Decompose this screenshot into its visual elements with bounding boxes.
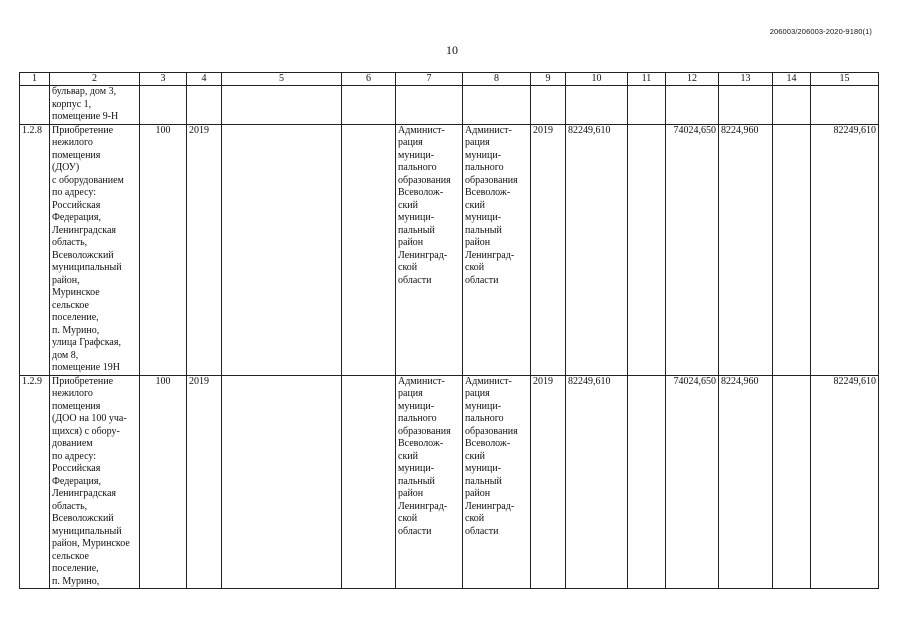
table-cell	[719, 86, 773, 125]
header-cell: 2	[50, 73, 140, 86]
table-cell	[342, 124, 396, 375]
table-cell	[222, 375, 342, 589]
table-cell: 74024,650	[666, 375, 719, 589]
header-cell: 14	[773, 73, 811, 86]
table-cell	[187, 86, 222, 125]
table-cell: 2019	[187, 375, 222, 589]
table-cell: 82249,610	[811, 375, 879, 589]
table-cell: 100	[140, 124, 187, 375]
table-cell: 100	[140, 375, 187, 589]
table-cell: 82249,610	[566, 375, 628, 589]
header-cell: 1	[20, 73, 50, 86]
table-cell: 1.2.9	[20, 375, 50, 589]
header-cell: 12	[666, 73, 719, 86]
page-number: 10	[446, 43, 458, 57]
table-cell	[222, 86, 342, 125]
table-cell	[773, 375, 811, 589]
header-cell: 11	[628, 73, 666, 86]
table-cell: 8224,960	[719, 375, 773, 589]
table-cell: Админист- рация муници- пального образования Всеволож- ский муници- пальный район Ленинград- ской области	[463, 124, 531, 375]
data-table	[19, 72, 879, 589]
header-cell: 4	[187, 73, 222, 86]
table-cell: 82249,610	[811, 124, 879, 375]
table-cell	[628, 124, 666, 375]
table-cell: 8224,960	[719, 124, 773, 375]
table-cell: 82249,610	[566, 124, 628, 375]
header-cell: 5	[222, 73, 342, 86]
header-cell: 6	[342, 73, 396, 86]
table-cell: бульвар, дом 3, корпус 1, помещение 9-Н	[50, 86, 140, 125]
header-cell: 13	[719, 73, 773, 86]
table-cell	[666, 86, 719, 125]
table-cell: 74024,650	[666, 124, 719, 375]
document-id: 206003/206003-2020-9180(1)	[769, 27, 872, 36]
table-cell	[628, 86, 666, 125]
header-row	[20, 73, 879, 86]
header-cell: 9	[531, 73, 566, 86]
table-cell	[773, 124, 811, 375]
table-cell	[628, 375, 666, 589]
table-cell: Админист- рация муници- пального образования Всеволож- ский муници- пальный район Ленинград- ской области	[396, 124, 463, 375]
table-row	[20, 375, 879, 589]
table-cell	[222, 124, 342, 375]
header-cell: 10	[566, 73, 628, 86]
table-cell	[396, 86, 463, 125]
table-cell: Приобретение нежилого помещения (ДОУ) с оборудованием по адресу: Российская Федерация, Ленинградская область, Всеволожский муниципальный район, Муринское сельское поселение, п. Мурино, улица Графская, дом 8, помещение 19Н	[50, 124, 140, 375]
header-cell: 7	[396, 73, 463, 86]
table-cell: 2019	[531, 375, 566, 589]
table-cell: Админист- рация муници- пального образования Всеволож- ский муници- пальный район Ленинград- ской области	[396, 375, 463, 589]
table-cell	[342, 375, 396, 589]
table-cell: 2019	[531, 124, 566, 375]
table-cell	[140, 86, 187, 125]
table-cell: 1.2.8	[20, 124, 50, 375]
table-row	[20, 86, 879, 125]
table-cell	[811, 86, 879, 125]
table-cell: 2019	[187, 124, 222, 375]
table-cell	[773, 86, 811, 125]
table-cell	[566, 86, 628, 125]
header-cell: 8	[463, 73, 531, 86]
header-cell: 3	[140, 73, 187, 86]
table-cell: Приобретение нежилого помещения (ДОО на 100 уча- щихся) с обору- дованием по адресу: Российская Федерация, Ленинградская область, Всеволожский муниципальный район, Муринское сельское поселение, п. Мурино,	[50, 375, 140, 589]
table-row	[20, 124, 879, 375]
table-cell	[20, 86, 50, 125]
table-cell	[342, 86, 396, 125]
header-cell: 15	[811, 73, 879, 86]
table-cell	[463, 86, 531, 125]
table-cell	[531, 86, 566, 125]
table-cell: Админист- рация муници- пального образования Всеволож- ский муници- пальный район Ленинград- ской области	[463, 375, 531, 589]
